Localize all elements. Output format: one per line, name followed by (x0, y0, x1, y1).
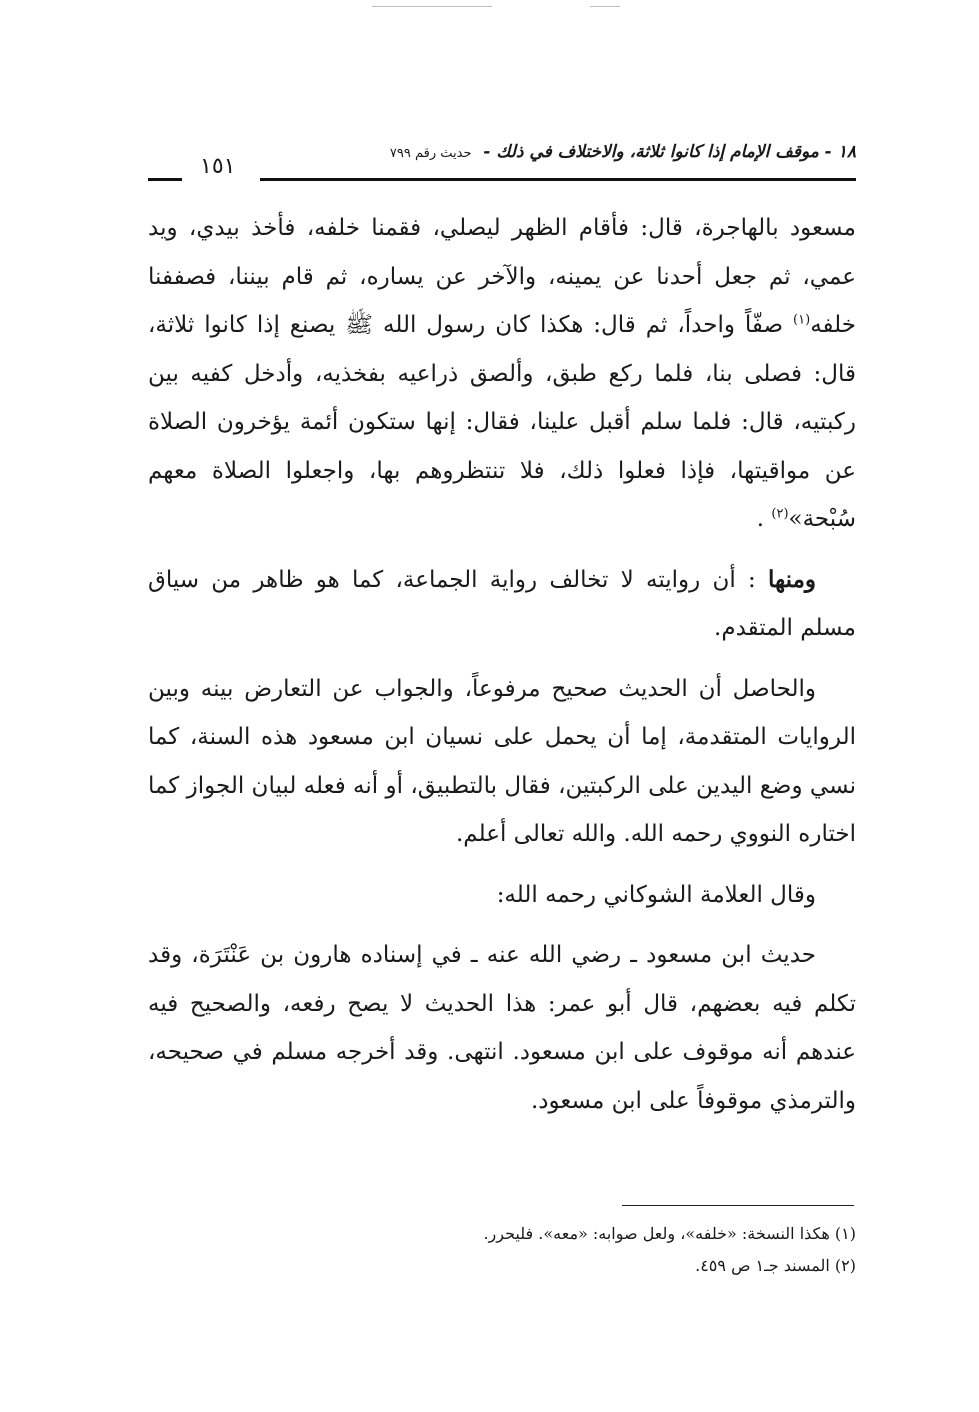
paragraph-conclusion: والحاصل أن الحديث صحيح مرفوعاً، والجواب عن التعارض بينه وبين الروايات المتقدمة، إما أن يحمل على نسيان ابن مسعود هذه السنة، كما نسي وضع اليدين على الركبتين، فقال بالتطبيق، أو أنه فعله لبيان الجواز كما اختاره النووي رحمه الله. والله تعالى أعلم. (148, 675, 856, 847)
lead-word: ومنها (768, 565, 816, 593)
footnotes (148, 1218, 856, 1282)
paragraph-shawkani-quote: حديث ابن مسعود ـ رضي الله عنه ـ في إسناده هارون بن عَنْتَرَة، وقد تكلم فيه بعضهم، قال أبو عمر: هذا الحديث لا يصح رفعه، والصحيح فيه عندهم أنه موقوف على ابن مسعود. انتهى. وقد أخرجه مسلم في صحيحه، والترمذي موقوفاً على ابن مسعود. (148, 942, 856, 1114)
footnote-2: (٢) المسند جـ١ ص ٤٥٩. (695, 1256, 856, 1275)
top-edge-rule (372, 6, 492, 7)
chapter-title-text: ١٨ - موقف الإمام إذا كانوا ثلاثة، والاختلاف في ذلك - (483, 142, 856, 162)
paragraph-minha (148, 556, 856, 653)
footnote-1: (١) هكذا النسخة: «خلفه»، ولعل صوابه: «معه». فليحرر. (483, 1224, 856, 1243)
footnote-separator (622, 1205, 854, 1206)
page-number: ١٥١ (200, 154, 236, 179)
running-header (148, 132, 856, 188)
footnote-ref-2: (٢) (771, 506, 789, 522)
chapter-title (390, 142, 856, 162)
paragraph-hadith-text (148, 204, 856, 544)
paragraph-text-continued: صفّاً واحداً، ثم قال: هكذا كان رسول الله ﷺ يصنع إذا كانوا ثلاثة، قال: فصلى بنا، فلما ركع طبق، وألصق ذراعيه بفخذيه، وأدخل كفيه بين ركبتيه، قال: فلما سلم أقبل علينا، فقال: إنها ستكون أئمة يؤخرون الصلاة عن مواقيتها، فإذا فعلوا ذلك، فلا تنتظروهم بها، واجعلوا الصلاة معهم سُبْحة» (148, 312, 856, 532)
top-edge-rule-small (590, 6, 620, 7)
paragraph-text-end: . (756, 506, 772, 532)
hadith-number: حديث رقم ٧٩٩ (389, 146, 472, 161)
header-rule (260, 178, 856, 181)
paragraph-text: مسعود بالهاجرة، قال: فأقام الظهر ليصلي، فقمنا خلفه، فأخذ بيدي، ويد عمي، ثم جعل أحدنا عن يمينه، والآخر عن يساره، ثم قام بيننا، فصففنا خلفه (148, 215, 856, 338)
main-text (148, 204, 856, 1137)
footnote-ref-1: (١) (793, 312, 811, 328)
paragraph-text: : أن روايته لا تخالف رواية الجماعة، كما هو ظاهر من سياق مسلم المتقدم. (148, 566, 856, 641)
paragraph-shawkani-intro: وقال العلامة الشوكاني رحمه الله: (496, 881, 816, 908)
page-number-rule (148, 178, 182, 181)
